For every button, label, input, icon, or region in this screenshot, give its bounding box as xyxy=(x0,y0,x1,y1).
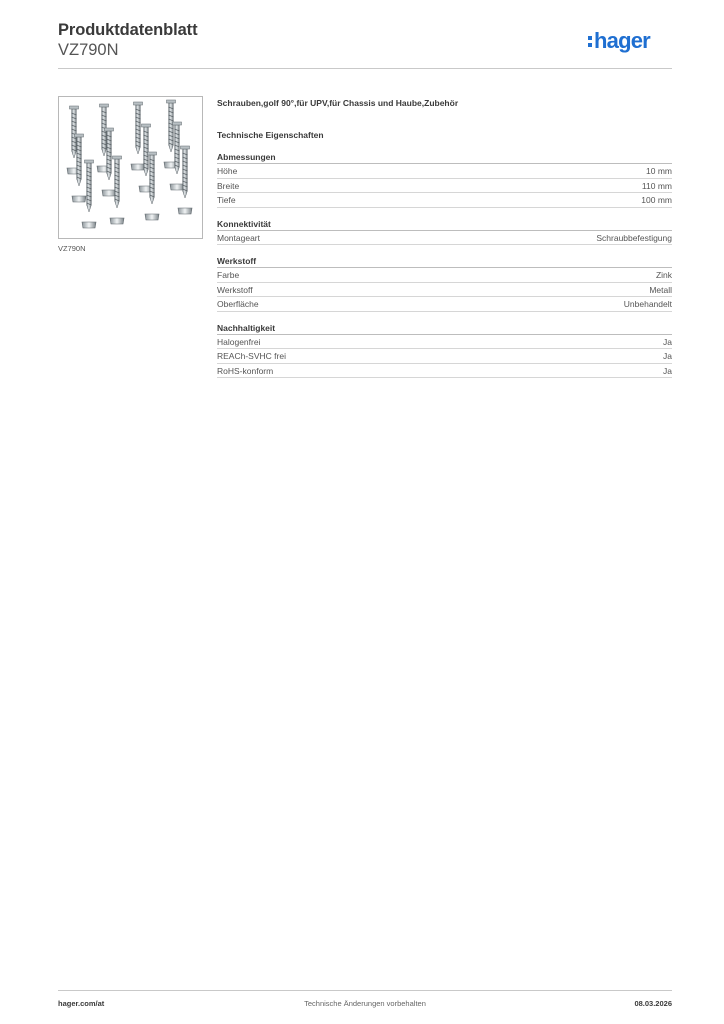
property-row xyxy=(217,179,672,194)
property-value: 110 mm xyxy=(641,180,672,191)
logo-text: hager xyxy=(594,28,650,53)
footer-notice: Technische Änderungen vorbehalten xyxy=(304,999,426,1008)
section-title: Werkstoff xyxy=(217,255,672,268)
property-row xyxy=(217,193,672,208)
section-title: Abmessungen xyxy=(217,151,672,164)
property-value: Unbehandelt xyxy=(623,299,672,309)
property-label: Halogenfrei xyxy=(217,336,261,347)
property-row xyxy=(217,364,672,379)
property-value: Ja xyxy=(663,336,672,347)
property-row xyxy=(217,268,672,283)
property-value: 10 mm xyxy=(646,166,672,176)
property-row xyxy=(217,231,672,246)
property-value: Metall xyxy=(649,284,672,295)
property-value: Zink xyxy=(655,270,672,280)
page-footer xyxy=(58,998,672,1010)
property-value: 100 mm xyxy=(641,195,672,205)
property-value: Ja xyxy=(663,351,672,361)
footer-divider xyxy=(58,990,672,991)
image-caption: VZ790N xyxy=(58,244,86,253)
product-image xyxy=(58,96,203,239)
section-title: Nachhaltigkeit xyxy=(217,322,672,335)
product-description: Schrauben,golf 90°,für UPV,für Chassis und Haube,Zubehör xyxy=(217,98,459,108)
property-row xyxy=(217,349,672,364)
property-row xyxy=(217,335,672,350)
property-label: Werkstoff xyxy=(217,284,253,295)
hager-logo xyxy=(588,26,672,56)
property-row xyxy=(217,164,672,179)
section-connectivity xyxy=(217,218,672,246)
property-row xyxy=(217,283,672,298)
footer-date: 08.03.2026 xyxy=(634,999,672,1008)
header-divider xyxy=(58,68,672,69)
property-value: Schraubbefestigung xyxy=(596,232,672,243)
property-value: Ja xyxy=(663,365,672,376)
property-label: Breite xyxy=(217,180,240,191)
property-label: Tiefe xyxy=(217,195,236,205)
property-row xyxy=(217,297,672,312)
property-label: Montageart xyxy=(217,232,260,243)
property-label: RoHS-konform xyxy=(217,365,274,376)
property-label: Farbe xyxy=(217,270,240,280)
section-sustainability xyxy=(217,322,672,379)
section-dimensions xyxy=(217,151,672,208)
property-label: REACh-SVHC frei xyxy=(217,351,286,361)
property-label: Oberfläche xyxy=(217,299,259,309)
product-details xyxy=(217,97,672,378)
screws-photo-icon xyxy=(59,97,202,238)
property-label: Höhe xyxy=(217,166,238,176)
article-number: VZ790N xyxy=(58,41,119,59)
technical-properties-heading: Technische Eigenschaften xyxy=(217,130,324,140)
section-material xyxy=(217,255,672,312)
footer-website-link[interactable]: hager.com/at xyxy=(58,999,105,1008)
section-title: Konnektivität xyxy=(217,218,672,231)
document-title: Produktdatenblatt xyxy=(58,21,198,39)
page-header xyxy=(58,20,672,70)
